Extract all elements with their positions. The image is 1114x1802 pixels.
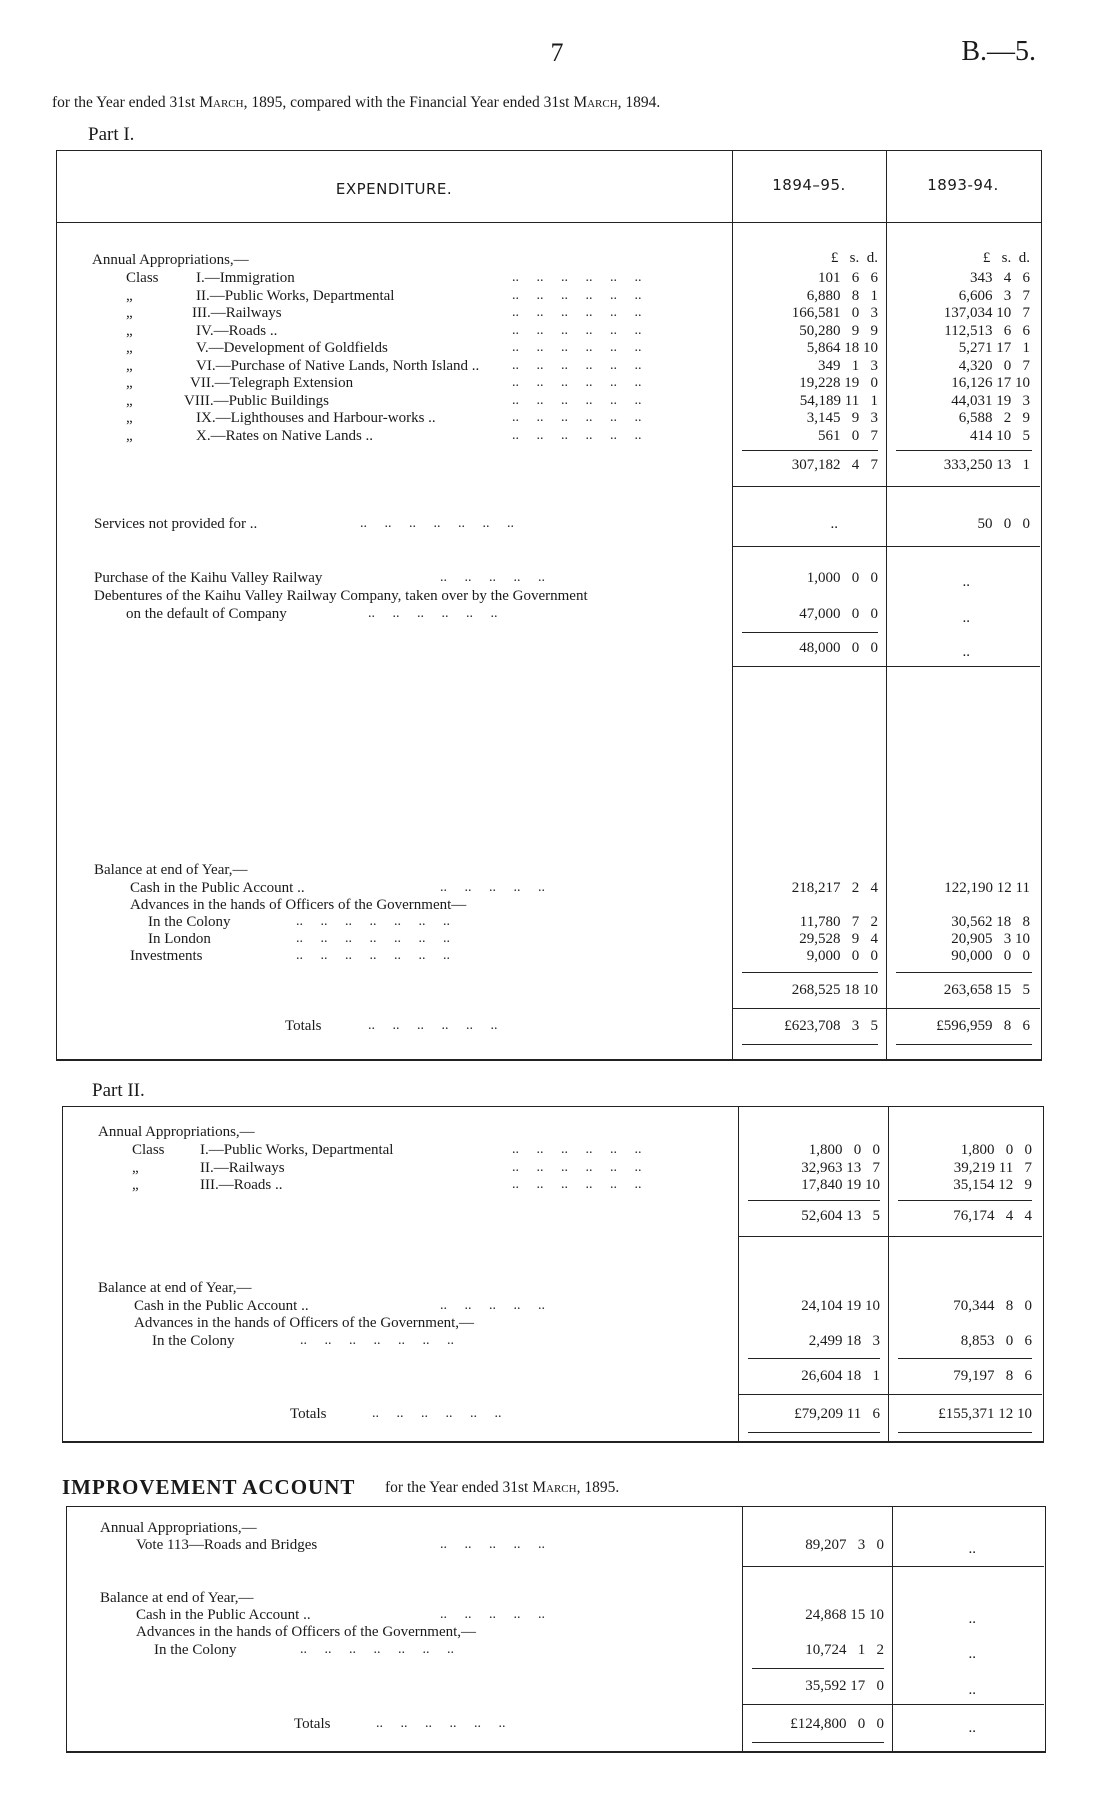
class-label: VII.—Telegraph Extension	[190, 375, 354, 391]
subtotal-rule	[742, 632, 878, 633]
double-rule	[742, 1044, 878, 1045]
header-1893-94: 1893-94.	[927, 176, 999, 194]
leader-dots: .. .. .. .. .. .. ..	[296, 948, 450, 963]
double-rule	[896, 1044, 1032, 1045]
leader-dots: .. .. .. .. .. ..	[512, 287, 642, 303]
class-label: II.—Railways	[200, 1159, 285, 1176]
class-label: VIII.—Public Buildings	[184, 392, 329, 409]
class-prefix: „	[126, 357, 133, 374]
class-prefix: „	[126, 427, 133, 444]
class-prefix: „	[126, 340, 133, 356]
leader-dots: .. .. .. .. ..	[440, 880, 545, 895]
document-reference: B.—5.	[961, 36, 1036, 67]
document-subtitle: for the Year ended 31st March, 1895, compared with the Financial Year ended 31st March, 1894.	[52, 94, 661, 111]
cash-public-account-label: Cash in the Public Account ..	[130, 880, 305, 896]
leader-dots: .. .. .. .. .. ..	[512, 1177, 642, 1192]
section-rule	[742, 1704, 1044, 1705]
in-the-colony-label: In the Colony	[148, 914, 231, 930]
improvement-totals-label: Totals	[294, 1716, 331, 1732]
class-prefix: „	[126, 392, 133, 409]
class-label: I.—Public Works, Departmental	[200, 1142, 394, 1158]
leader-dots: .. .. .. .. .. ..	[368, 1018, 498, 1033]
part-2-title: Part II.	[92, 1080, 145, 1101]
kaihu-purchase-label: Purchase of the Kaihu Valley Railway	[94, 570, 323, 586]
class-prefix: Class	[126, 270, 159, 286]
subtotal-rule	[896, 972, 1032, 973]
improvement-annual-label: Annual Appropriations,—	[100, 1520, 257, 1536]
p2-colony-label: In the Colony	[152, 1333, 235, 1349]
header-1894-95: 1894–95.	[772, 176, 846, 194]
leader-dots: .. .. .. .. .. ..	[368, 606, 498, 621]
leader-dots: .. .. .. .. .. ..	[512, 1159, 642, 1175]
section-rule	[738, 1394, 1042, 1395]
col-divider	[738, 1106, 739, 1442]
section-rule	[732, 666, 1040, 667]
section-rule	[738, 1236, 1042, 1237]
header-rule	[56, 222, 1042, 223]
class-label: V.—Development of Goldfields	[196, 340, 388, 356]
col-divider	[892, 1506, 893, 1752]
class-prefix: „	[126, 410, 133, 426]
leader-dots: .. .. .. .. ..	[440, 1537, 545, 1552]
leader-dots: .. .. .. .. .. ..	[512, 322, 642, 338]
improvement-colony-label: In the Colony	[154, 1642, 237, 1658]
col-divider	[886, 150, 887, 1060]
subtotal-rule	[752, 1668, 884, 1669]
totals-label: Totals	[285, 1018, 322, 1034]
improvement-balance-label: Balance at end of Year,—	[100, 1590, 254, 1606]
double-rule	[748, 1432, 880, 1433]
subtotal-rule	[742, 450, 878, 451]
class-prefix: „	[132, 1159, 139, 1176]
leader-dots: .. .. .. .. .. ..	[512, 305, 642, 320]
leader-dots: .. .. .. .. .. .. ..	[300, 1333, 454, 1348]
improvement-account-subtitle: for the Year ended 31st March, 1895.	[385, 1479, 620, 1496]
leader-dots: .. .. .. .. .. ..	[512, 375, 642, 390]
p2-advances-label: Advances in the hands of Officers of the Government,—	[134, 1315, 475, 1331]
class-label: I.—Immigration	[196, 270, 295, 286]
leader-dots: .. .. .. .. .. ..	[512, 410, 642, 425]
leader-dots: .. .. .. .. .. .. ..	[360, 516, 514, 531]
leader-dots: .. .. .. .. .. .. ..	[296, 931, 450, 946]
services-not-provided-label: Services not provided for ..	[94, 516, 258, 532]
section-rule	[732, 486, 1040, 487]
leader-dots: .. .. .. .. .. ..	[512, 392, 642, 408]
leader-dots: .. .. .. .. .. .. ..	[296, 914, 450, 929]
class-label: VI.—Purchase of Native Lands, North Island ..	[196, 357, 480, 374]
subtotal-rule	[896, 450, 1032, 451]
class-prefix: „	[132, 1177, 139, 1193]
leader-dots: .. .. .. .. .. ..	[372, 1406, 502, 1421]
improvement-advances-label: Advances in the hands of Officers of the Government,—	[136, 1624, 477, 1640]
col-divider	[732, 150, 733, 1060]
class-prefix: „	[126, 287, 133, 304]
leader-dots: .. .. .. .. .. ..	[512, 270, 642, 285]
leader-dots: .. .. .. .. .. .. ..	[300, 1642, 454, 1657]
subtotal-rule	[748, 1200, 880, 1201]
class-label: X.—Rates on Native Lands ..	[196, 427, 374, 444]
section-rule	[732, 546, 1040, 547]
class-prefix: „	[126, 305, 133, 321]
leader-dots: .. .. .. .. ..	[440, 1607, 545, 1622]
p2-totals-label: Totals	[290, 1406, 327, 1422]
balance-label: Balance at end of Year,—	[94, 862, 248, 878]
in-london-label: In London	[148, 931, 211, 947]
class-label: III.—Railways	[192, 305, 282, 321]
investments-label: Investments	[130, 948, 203, 964]
leader-dots: .. .. .. .. .. ..	[512, 1142, 642, 1157]
advances-label: Advances in the hands of Officers of the Government—	[130, 897, 467, 913]
class-label: IV.—Roads ..	[196, 322, 278, 339]
leader-dots: .. .. .. .. .. ..	[512, 357, 642, 373]
class-prefix: Class	[132, 1142, 165, 1158]
class-label: III.—Roads ..	[200, 1177, 283, 1193]
class-label: II.—Public Works, Departmental	[196, 287, 395, 304]
leader-dots: .. .. .. .. ..	[440, 1298, 545, 1313]
double-rule	[752, 1742, 884, 1743]
col-divider	[742, 1506, 743, 1752]
section-rule	[732, 1008, 1040, 1009]
section-rule	[742, 1566, 1044, 1567]
p2-balance-label: Balance at end of Year,—	[98, 1280, 252, 1296]
header-expenditure: EXPENDITURE.	[335, 180, 453, 198]
improvement-cash-label: Cash in the Public Account ..	[136, 1607, 311, 1623]
class-prefix: „	[126, 322, 133, 339]
leader-dots: .. .. .. .. .. ..	[512, 427, 642, 443]
class-prefix: „	[126, 375, 133, 391]
double-rule	[898, 1432, 1032, 1433]
kaihu-debentures-label: Debentures of the Kaihu Valley Railway Company, taken over by the Government	[94, 588, 588, 604]
subtotal-rule	[742, 972, 878, 973]
subtotal-rule	[748, 1358, 880, 1359]
annual-appropriations-label: Annual Appropriations,—	[92, 252, 249, 268]
leader-dots: .. .. .. .. ..	[440, 570, 545, 585]
page-number: 7	[550, 38, 564, 67]
leader-dots: .. .. .. .. .. ..	[376, 1716, 506, 1731]
part-1-title: Part I.	[88, 124, 135, 145]
leader-dots: .. .. .. .. .. ..	[512, 340, 642, 355]
vote-113-label: Vote 113—Roads and Bridges	[136, 1537, 318, 1553]
kaihu-debentures-label-cont: on the default of Company	[126, 606, 287, 622]
subtotal-rule	[898, 1358, 1032, 1359]
p2-annual-label: Annual Appropriations,—	[98, 1124, 255, 1140]
subtotal-rule	[898, 1200, 1032, 1201]
col-divider	[888, 1106, 889, 1442]
class-label: IX.—Lighthouses and Harbour-works ..	[196, 410, 436, 426]
p2-cash-label: Cash in the Public Account ..	[134, 1298, 309, 1314]
improvement-account-title: IMPROVEMENT ACCOUNT	[62, 1475, 356, 1499]
